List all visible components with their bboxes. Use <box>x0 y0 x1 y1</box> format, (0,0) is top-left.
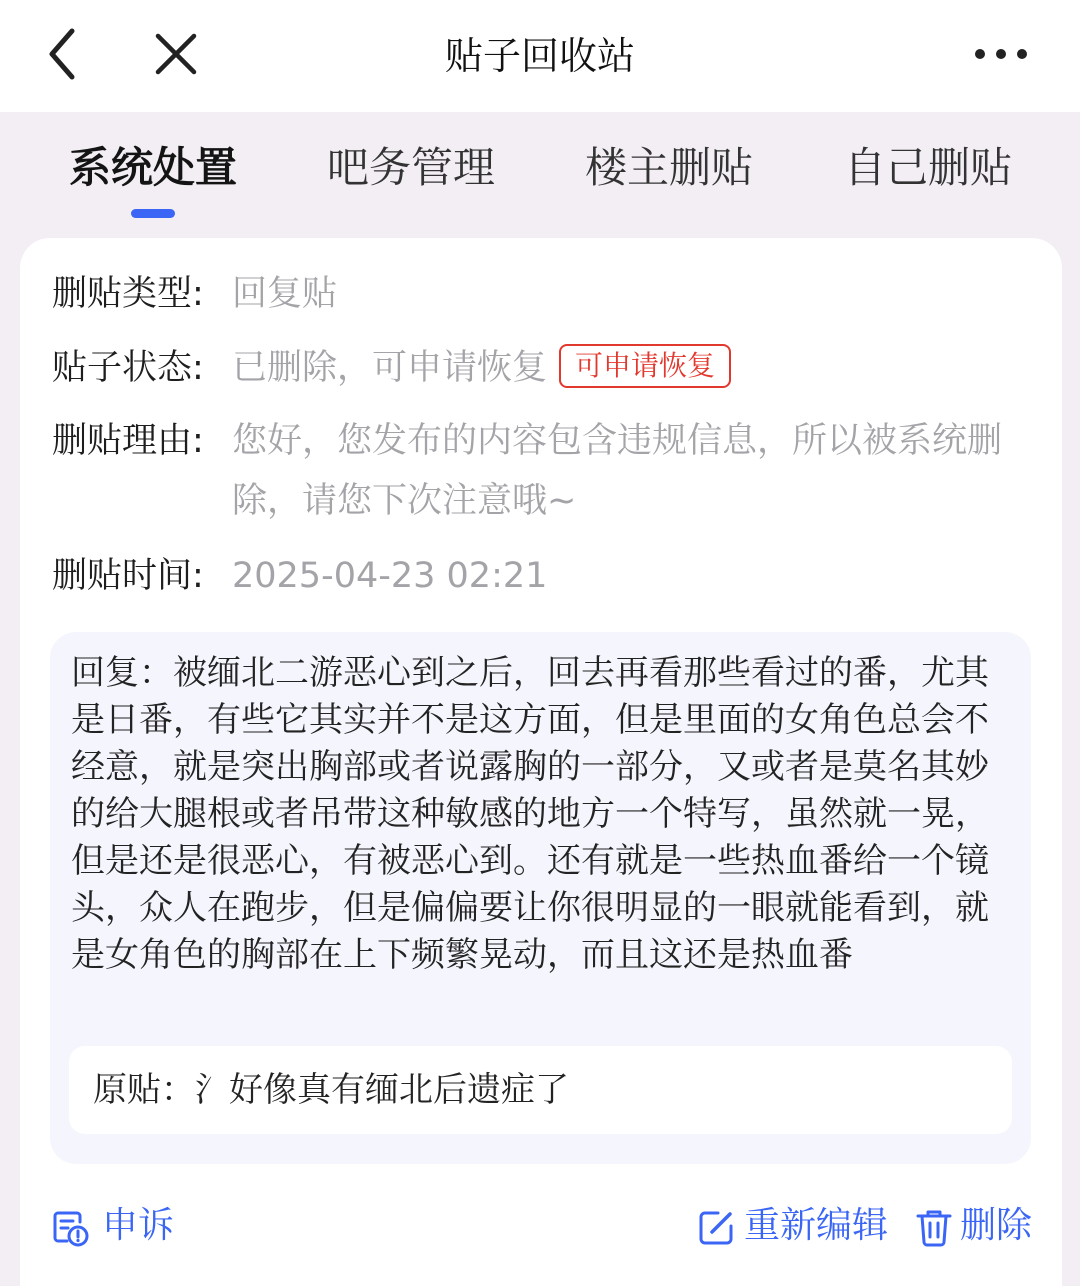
delete-reason-label: 删贴理由: <box>52 421 204 461</box>
deleted-post-card <box>20 238 1062 1286</box>
delete-time-label: 删贴时间: <box>52 556 204 596</box>
original-post-box[interactable] <box>69 1046 1012 1134</box>
delete-reason-value: 您好，您发布的内容包含违规信息，所以被系统删除，请您下次注意哦~ <box>232 421 1003 521</box>
delete-type-label: 删贴类型: <box>52 274 204 314</box>
appeal-button[interactable] <box>50 1198 190 1254</box>
back-arrow-icon[interactable] <box>40 26 90 82</box>
edit-icon <box>696 1208 736 1248</box>
post-status-value-wrap <box>232 338 1032 398</box>
reply-text: 回复：被缅北二游恶心到之后，回去再看那些看过的番，尤其是日番，有些它其实并不是这方面，但是里面的女角色总会不经意，就是突出胸部或者说露胸的一部分，又或者是莫名其妙的给大腿根或者吊带这种敏感的地方一个特写，虽然就一晃，但是还是很恶心，有被恶心到。还有就是一些热血番给一个镜头，众人在跑步，但是偏偏要让你很明显的一眼就能看到，就是女角色的胸部在上下频繁晃动，而且这还是热血番 <box>71 653 989 975</box>
delete-type-value: 回复贴 <box>232 274 338 314</box>
post-content-box[interactable] <box>50 632 1031 1164</box>
tab-self-deleted[interactable]: 自己删贴 <box>843 143 1012 192</box>
tab-op-deleted[interactable]: 楼主删贴 <box>584 143 753 192</box>
trash-icon <box>914 1208 954 1248</box>
active-tab-indicator <box>131 209 175 218</box>
reedit-label: 重新编辑 <box>744 1205 889 1246</box>
tab-system-action[interactable]: 系统处置 <box>68 143 237 192</box>
tab-bar <box>0 112 1080 222</box>
tab-bar-management[interactable]: 吧务管理 <box>326 143 495 192</box>
post-status-label: 贴子状态: <box>52 348 204 388</box>
delete-label: 删除 <box>960 1205 1033 1246</box>
top-navigation-bar <box>0 0 1080 112</box>
status-badge: 可申请恢复 <box>559 344 731 388</box>
page-title: 贴子回收站 <box>444 34 635 78</box>
delete-time-value: 2025-04-23 02:21 <box>232 556 548 596</box>
close-icon[interactable] <box>150 28 202 80</box>
appeal-label: 申诉 <box>102 1205 175 1246</box>
delete-button[interactable] <box>914 1198 1038 1254</box>
more-dots-icon[interactable] <box>968 36 1034 72</box>
reedit-button[interactable] <box>696 1198 889 1254</box>
post-status-value: 已删除，可申请恢复 <box>232 348 548 388</box>
appeal-icon <box>50 1208 90 1248</box>
original-post-text: 原贴：氵好像真有缅北后遗症了 <box>93 1070 569 1110</box>
